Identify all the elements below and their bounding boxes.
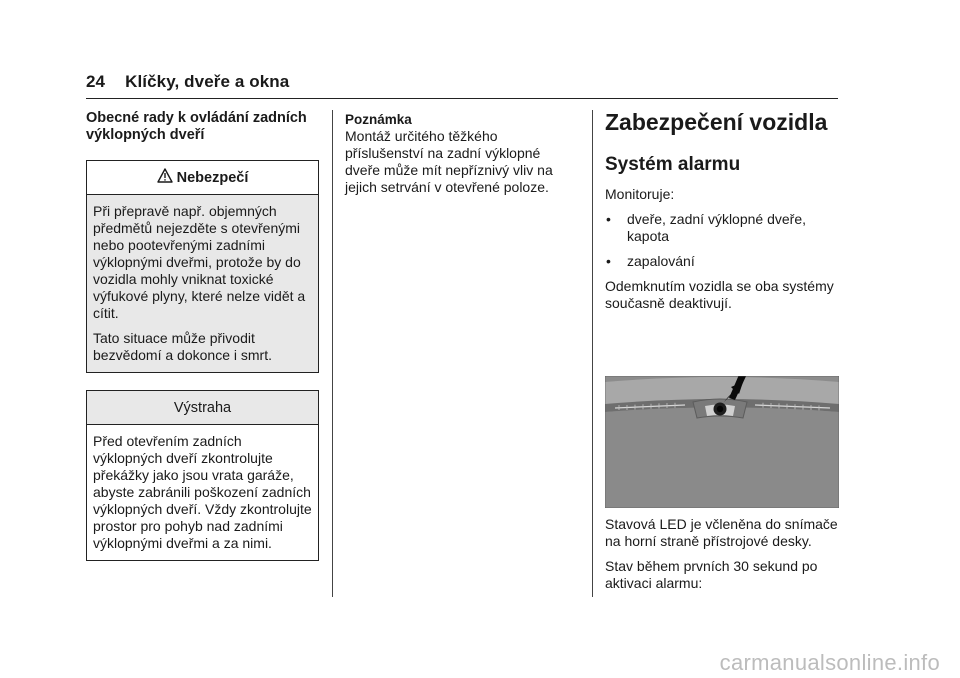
alarm-system-heading: Systém alarmu [605,154,741,175]
monitored-list [605,211,839,270]
tailgate-heading: Obecné rady k ovládání zadních výklopných dveří [86,110,307,143]
caution-title-bar [87,391,318,424]
caution-paragraph: Před otevřením zadních výklopných dveří zkontrolujte překážky jako jsou vrata garáže, abyste zabránili poškození zadních výklopných dveří. Vždy zkontrolujte prostor pro pohyb nad zadními výklopnými dveřmi a za nimi. [93,433,312,551]
column-1 [86,110,319,561]
list-item: • dveře, zadní výklopné dveře, kapota [606,211,806,244]
danger-body [87,194,318,372]
danger-paragraph: Tato situace může přivodit bezvědomí a dokonce i smrt. [93,330,272,363]
caution-box [86,390,319,561]
bullet-icon: • [606,253,611,269]
bullet-icon: • [606,211,611,227]
note-title: Poznámka [345,112,412,127]
list-item: • zapalování [606,253,695,269]
danger-title-bar [87,161,318,194]
note-text: Montáž určitého těžkého příslušenství na zadní výklopné dveře může mít nepříznivý vliv na jejich setrvání v otevřené poloze. [345,128,553,195]
caution-title: Výstraha [173,399,232,416]
page-number: 24 [86,72,106,91]
column-divider-2 [592,110,593,597]
vehicle-security-heading: Zabezpečení vozidla [605,109,828,135]
unlock-paragraph: Odemknutím vozidla se oba systémy současně deaktivují. [605,278,834,311]
header-rule [86,98,838,99]
caution-body [87,424,318,560]
column-3 [605,108,839,592]
status-paragraph: Stav během prvních 30 sekund po aktivaci alarmu: [605,558,818,591]
dashboard-led-figure [605,376,839,508]
watermark: carmanualsonline.info [719,650,940,675]
column-2 [345,110,575,196]
column-divider-1 [332,110,333,597]
page-header [86,72,289,92]
danger-box [86,160,319,373]
danger-paragraph: Při přepravě např. objemných předmětů nejezděte s otevřenými nebo pootevřenými zadními výklopnými dveřmi, protože by do vozidla mohly vniknat toxické výfukové plyny, které nelze vidět a cítit. [93,203,306,321]
figure-caption: Stavová LED je včleněna do snímače na horní straně přístrojové desky. [605,516,838,549]
chapter-title: Klíčky, dveře a okna [125,72,290,91]
danger-title: Nebezpečí [176,169,249,186]
monitors-intro: Monitoruje: [605,186,675,202]
warning-triangle-icon [157,168,173,187]
